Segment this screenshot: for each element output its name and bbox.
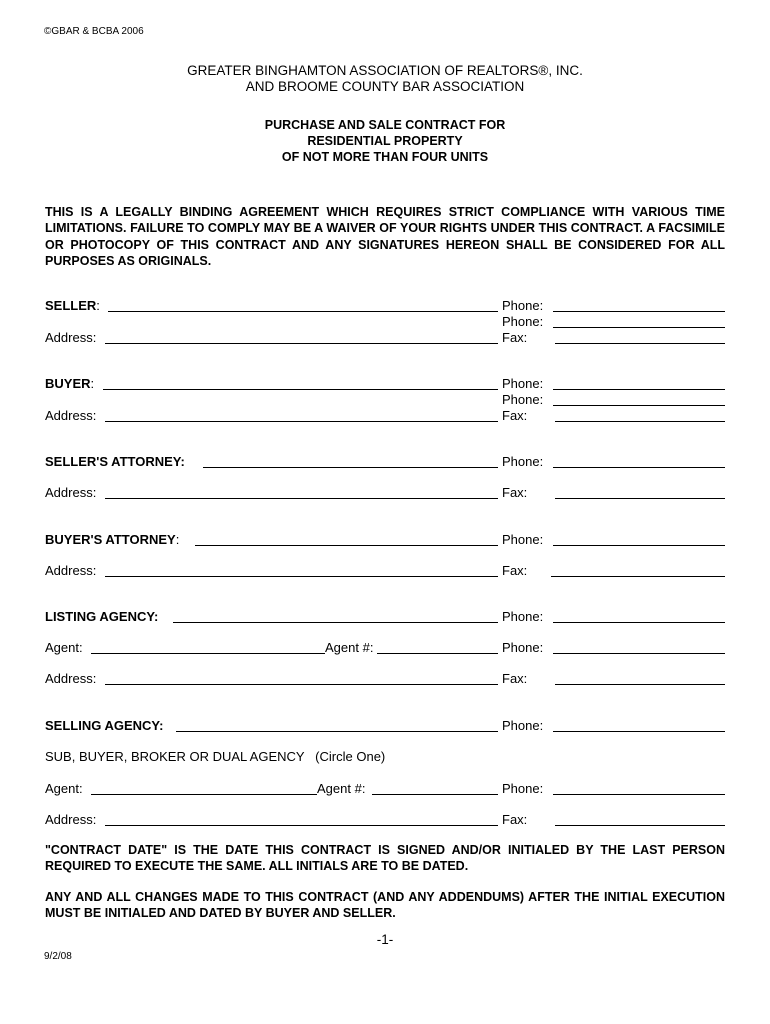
selling-agent-row [45,781,727,797]
legal-notice: THIS IS A LEGALLY BINDING AGREEMENT WHICH REQUIRES STRICT COMPLIANCE WITH VARIOUS TIME LIMITATIONS. FAILURE TO COMPLY MAY BE A WAIVER OF YOUR RIGHTS UNDER THIS CONTRACT. A FACSIMILE OR PHOTOCOPY OF THIS CONTRACT AND ANY SIGNATURES HEREON SHALL BE CONSIDERED FOR ALL PURPOSES AS ORIGINALS. [45,205,725,268]
selling-agency-phone-field[interactable] [553,718,725,732]
selling-agent-number-label: Agent #: [317,781,366,796]
selling-agent-field[interactable] [91,781,317,795]
title-line-1: PURCHASE AND SALE CONTRACT FOR [264,118,506,132]
agency-type-options[interactable]: SUB, BUYER, BROKER OR DUAL AGENCY (Circle One) [45,749,386,764]
seller-phone2-field[interactable] [553,314,725,328]
sellers-attorney-phone-field[interactable] [553,454,725,468]
contract-title [0,117,770,165]
contract-date-paragraph [0,842,770,875]
listing-fax-field[interactable] [555,671,725,685]
listing-agency-label: LISTING AGENCY: [45,609,159,624]
selling-agent-label: Agent: [45,781,83,796]
footer-date: 9/2/08 [44,951,72,962]
seller-phone-label: Phone: [502,298,544,313]
seller-row [45,298,727,314]
buyers-attorney-fax-label: Fax: [502,563,528,578]
sellers-attorney-label: SELLER'S ATTORNEY: [45,454,185,469]
selling-agent-phone-label: Phone: [502,781,544,796]
buyer-phone2-row [45,392,727,408]
buyer-address-field[interactable] [105,408,498,422]
sellers-attorney-fax-label: Fax: [502,485,528,500]
buyers-attorney-phone-label: Phone: [502,532,544,547]
buyers-attorney-label: BUYER'S ATTORNEY: [45,532,180,547]
sellers-attorney-address-field[interactable] [105,485,498,499]
seller-address-field[interactable] [105,330,498,344]
buyers-attorney-address-label: Address: [45,563,97,578]
buyer-phone2-field[interactable] [553,392,725,406]
listing-fax-label: Fax: [502,671,528,686]
seller-address-label: Address: [45,330,97,345]
association-line-2: AND BROOME COUNTY BAR ASSOCIATION [245,79,525,94]
listing-address-field[interactable] [105,671,498,685]
copyright-notice: ©GBAR & BCBA 2006 [44,26,144,37]
selling-address-row [45,812,727,828]
listing-agent-phone-field[interactable] [553,640,725,654]
listing-agency-phone-label: Phone: [502,609,544,624]
contract-date-text: "CONTRACT DATE" IS THE DATE THIS CONTRACT IS SIGNED AND/OR INITIALED BY THE LAST PERSON REQUIRED TO EXECUTE THE SAME. ALL INITIALS ARE TO BE DATED. [45,843,725,874]
sellers-attorney-address-label: Address: [45,485,97,500]
buyer-phone-label: Phone: [502,376,544,391]
page-number: -1- [376,932,394,947]
selling-agency-label: SELLING AGENCY: [45,718,164,733]
title-line-2: RESIDENTIAL PROPERTY [307,134,463,148]
sellers-attorney-field[interactable] [203,454,498,468]
listing-agency-phone-field[interactable] [553,609,725,623]
seller-fax-label: Fax: [502,330,528,345]
seller-fax-field[interactable] [555,330,725,344]
listing-agency-row [45,609,727,625]
seller-address-row [45,330,727,346]
listing-agency-field[interactable] [173,609,498,623]
selling-agent-number-field[interactable] [372,781,498,795]
buyer-phone2-label: Phone: [502,392,544,407]
buyer-name-field[interactable] [103,376,498,390]
sellers-attorney-fax-field[interactable] [555,485,725,499]
buyer-address-row [45,408,727,424]
listing-agent-field[interactable] [91,640,325,654]
listing-agent-number-label: Agent #: [325,640,374,655]
listing-agent-label: Agent: [45,640,83,655]
listing-agent-number-field[interactable] [377,640,498,654]
selling-agency-row [45,718,727,734]
buyers-attorney-fax-field[interactable] [551,563,725,577]
selling-agency-phone-label: Phone: [502,718,544,733]
seller-phone2-row [45,314,727,330]
selling-agent-phone-field[interactable] [553,781,725,795]
changes-text: ANY AND ALL CHANGES MADE TO THIS CONTRACT (AND ANY ADDENDUMS) AFTER THE INITIAL EXECUTION MUST BE INITIALED AND DATED BY BUYER AND SELLER. [45,890,725,921]
buyer-fax-label: Fax: [502,408,528,423]
buyer-fax-field[interactable] [555,408,725,422]
selling-fax-label: Fax: [502,812,528,827]
seller-name-field[interactable] [108,298,498,312]
seller-phone2-label: Phone: [502,314,544,329]
seller-label: SELLER: [45,298,100,313]
buyer-row [45,376,727,392]
association-heading [0,63,770,95]
sellers-attorney-row [45,454,727,470]
listing-agent-phone-label: Phone: [502,640,544,655]
buyer-phone-field[interactable] [553,376,725,390]
sellers-attorney-address-row [45,485,727,501]
buyers-attorney-row [45,532,727,548]
listing-agent-row [45,640,727,656]
sellers-attorney-phone-label: Phone: [502,454,544,469]
listing-address-label: Address: [45,671,97,686]
selling-address-field[interactable] [105,812,498,826]
title-line-3: OF NOT MORE THAN FOUR UNITS [281,150,489,164]
buyers-attorney-phone-field[interactable] [553,532,725,546]
selling-agency-field[interactable] [176,718,498,732]
buyers-attorney-field[interactable] [195,532,498,546]
buyer-address-label: Address: [45,408,97,423]
listing-address-row [45,671,727,687]
buyer-label: BUYER: [45,376,95,391]
buyers-attorney-address-field[interactable] [105,563,498,577]
buyers-attorney-address-row [45,563,727,579]
association-line-1: GREATER BINGHAMTON ASSOCIATION OF REALTORS®, INC. [187,63,583,78]
seller-phone-field[interactable] [553,298,725,312]
agency-type-row [45,749,727,765]
changes-paragraph [0,889,770,922]
selling-address-label: Address: [45,812,97,827]
selling-fax-field[interactable] [555,812,725,826]
